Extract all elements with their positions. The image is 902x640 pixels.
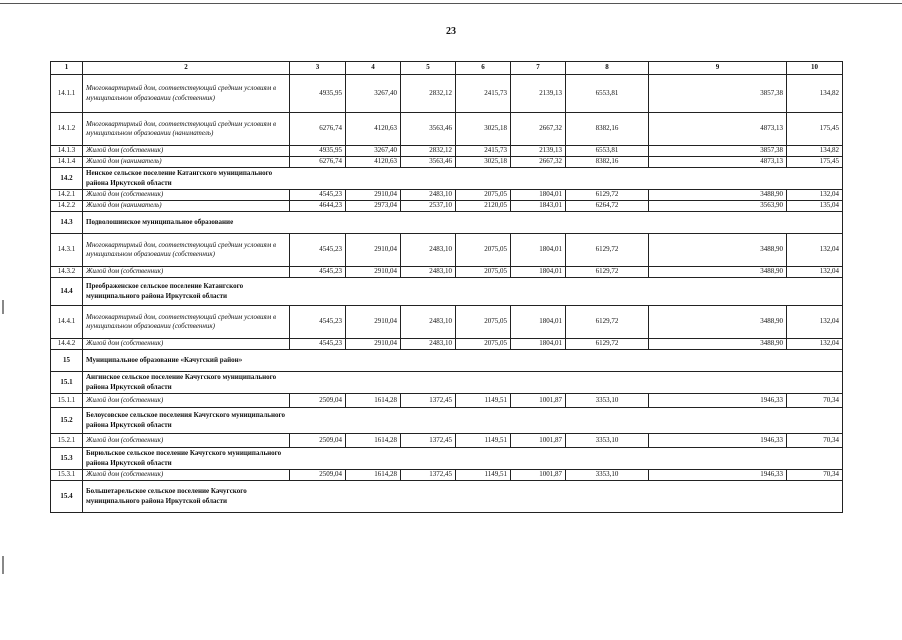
section-title: Белоусовское сельское поселения Качугского муниципального района Иркутской области <box>83 408 290 434</box>
section-title: Муниципальное образование «Качугский район» <box>83 350 290 372</box>
value-cell: 2075,05 <box>456 339 511 350</box>
value-cell: 2139,13 <box>511 146 566 157</box>
value-cell: 2139,13 <box>511 75 566 113</box>
value-cell: 135,04 <box>787 201 843 212</box>
section-title: Большетарельское сельское поселение Качугского муниципального района Иркутской области <box>83 481 290 513</box>
value-cell: 2509,04 <box>290 394 346 408</box>
value-cell: 1804,01 <box>511 339 566 350</box>
table-row <box>51 394 843 408</box>
value-cell: 1001,87 <box>511 470 566 481</box>
value-cell: 132,04 <box>787 306 843 339</box>
row-code: 14.1.1 <box>51 75 83 113</box>
row-code: 15.1.1 <box>51 394 83 408</box>
value-cell: 3563,90 <box>649 201 787 212</box>
value-cell: 4545,23 <box>290 267 346 278</box>
section-title: Бирюльское сельское поселение Качугского муниципального района Иркутской области <box>83 448 290 470</box>
section-empty-cell <box>290 212 843 234</box>
row-code: 14.4.2 <box>51 339 83 350</box>
table-row <box>51 190 843 201</box>
housing-type-cell: Жилой дом (собственник) <box>83 470 290 481</box>
value-cell: 4120,63 <box>346 113 401 146</box>
housing-type-cell: Многоквартирный дом, соответствующий средним условиям в муниципальном образовании (наниматель) <box>83 113 290 146</box>
section-row <box>51 408 843 434</box>
housing-type-cell: Жилой дом (собственник) <box>83 434 290 448</box>
table-row <box>51 470 843 481</box>
value-cell: 4644,23 <box>290 201 346 212</box>
value-cell: 1614,28 <box>346 470 401 481</box>
value-cell: 4545,23 <box>290 234 346 267</box>
section-row <box>51 278 843 306</box>
value-cell: 1372,45 <box>401 394 456 408</box>
value-cell: 1614,28 <box>346 394 401 408</box>
value-cell: 3267,40 <box>346 75 401 113</box>
housing-type-cell: Жилой дом (наниматель) <box>83 157 290 168</box>
column-header: 5 <box>401 62 456 75</box>
value-cell: 2075,05 <box>456 234 511 267</box>
value-cell: 134,82 <box>787 146 843 157</box>
housing-type-cell: Жилой дом (наниматель) <box>83 201 290 212</box>
section-row <box>51 212 843 234</box>
row-code: 14.3 <box>51 212 83 234</box>
value-cell: 3353,10 <box>566 394 649 408</box>
value-cell: 1372,45 <box>401 470 456 481</box>
value-cell: 175,45 <box>787 113 843 146</box>
value-cell: 132,04 <box>787 267 843 278</box>
value-cell: 2483,10 <box>401 190 456 201</box>
table-row <box>51 75 843 113</box>
value-cell: 6129,72 <box>566 306 649 339</box>
value-cell: 70,34 <box>787 394 843 408</box>
value-cell: 8382,16 <box>566 157 649 168</box>
table-body <box>51 62 843 513</box>
value-cell: 6276,74 <box>290 157 346 168</box>
value-cell: 3857,38 <box>649 146 787 157</box>
column-header: 2 <box>83 62 290 75</box>
table-row <box>51 306 843 339</box>
section-title: Ненское сельское поселение Катангского муниципального района Иркутской области <box>83 168 290 190</box>
column-header: 7 <box>511 62 566 75</box>
value-cell: 1372,45 <box>401 434 456 448</box>
row-code: 14.1.4 <box>51 157 83 168</box>
table-row <box>51 339 843 350</box>
value-cell: 6129,72 <box>566 234 649 267</box>
value-cell: 1946,33 <box>649 394 787 408</box>
value-cell: 3488,90 <box>649 267 787 278</box>
value-cell: 4545,23 <box>290 190 346 201</box>
housing-type-cell: Многоквартирный дом, соответствующий средним условиям в муниципальном образовании (собственник) <box>83 75 290 113</box>
value-cell: 1804,01 <box>511 267 566 278</box>
row-code: 14.1.3 <box>51 146 83 157</box>
value-cell: 3857,38 <box>649 75 787 113</box>
housing-type-cell: Жилой дом (собственник) <box>83 394 290 408</box>
table-row <box>51 146 843 157</box>
section-empty-cell <box>290 372 843 394</box>
housing-type-cell: Многоквартирный дом, соответствующий средним условиям в муниципальном образовании (собственник) <box>83 306 290 339</box>
table-row <box>51 234 843 267</box>
column-header: 4 <box>346 62 401 75</box>
value-cell: 2910,04 <box>346 234 401 267</box>
value-cell: 132,04 <box>787 339 843 350</box>
section-empty-cell <box>290 481 843 513</box>
section-empty-cell <box>290 408 843 434</box>
table-row <box>51 113 843 146</box>
row-code: 14.3.1 <box>51 234 83 267</box>
value-cell: 3267,40 <box>346 146 401 157</box>
value-cell: 4545,23 <box>290 306 346 339</box>
column-header: 10 <box>787 62 843 75</box>
value-cell: 4935,95 <box>290 75 346 113</box>
value-cell: 3563,46 <box>401 113 456 146</box>
housing-type-cell: Многоквартирный дом, соответствующий средним условиям в муниципальном образовании (собственник) <box>83 234 290 267</box>
value-cell: 6129,72 <box>566 267 649 278</box>
value-cell: 2483,10 <box>401 339 456 350</box>
value-cell: 70,34 <box>787 470 843 481</box>
row-code: 15.4 <box>51 481 83 513</box>
value-cell: 8382,16 <box>566 113 649 146</box>
scan-edge-mark <box>2 300 4 314</box>
row-code: 15.3.1 <box>51 470 83 481</box>
value-cell: 175,45 <box>787 157 843 168</box>
value-cell: 2483,10 <box>401 267 456 278</box>
value-cell: 1149,51 <box>456 470 511 481</box>
table-header-row <box>51 62 843 75</box>
value-cell: 1149,51 <box>456 394 511 408</box>
section-row <box>51 372 843 394</box>
value-cell: 2832,12 <box>401 146 456 157</box>
value-cell: 134,82 <box>787 75 843 113</box>
value-cell: 4935,95 <box>290 146 346 157</box>
value-cell: 2910,04 <box>346 339 401 350</box>
value-cell: 3353,10 <box>566 434 649 448</box>
value-cell: 3488,90 <box>649 339 787 350</box>
value-cell: 2075,05 <box>456 306 511 339</box>
value-cell: 6276,74 <box>290 113 346 146</box>
row-code: 14.1.2 <box>51 113 83 146</box>
section-title: Подволошинское муниципальное образование <box>83 212 290 234</box>
value-cell: 2483,10 <box>401 306 456 339</box>
value-cell: 2120,05 <box>456 201 511 212</box>
section-row <box>51 448 843 470</box>
value-cell: 2973,04 <box>346 201 401 212</box>
value-cell: 1946,33 <box>649 434 787 448</box>
value-cell: 2832,12 <box>401 75 456 113</box>
value-cell: 4873,13 <box>649 157 787 168</box>
value-cell: 4873,13 <box>649 113 787 146</box>
value-cell: 2075,05 <box>456 267 511 278</box>
top-border-line <box>0 3 902 4</box>
value-cell: 2075,05 <box>456 190 511 201</box>
column-header: 6 <box>456 62 511 75</box>
table-row <box>51 201 843 212</box>
value-cell: 3488,90 <box>649 306 787 339</box>
housing-type-cell: Жилой дом (собственник) <box>83 146 290 157</box>
value-cell: 3025,18 <box>456 113 511 146</box>
scan-edge-mark <box>2 556 4 574</box>
row-code: 15.2.1 <box>51 434 83 448</box>
value-cell: 2910,04 <box>346 190 401 201</box>
value-cell: 1001,87 <box>511 394 566 408</box>
value-cell: 1149,51 <box>456 434 511 448</box>
row-code: 14.4 <box>51 278 83 306</box>
row-code: 14.2.2 <box>51 201 83 212</box>
value-cell: 1804,01 <box>511 234 566 267</box>
section-empty-cell <box>290 448 843 470</box>
row-code: 14.2 <box>51 168 83 190</box>
value-cell: 4120,63 <box>346 157 401 168</box>
page-number: 23 <box>446 26 456 37</box>
value-cell: 6129,72 <box>566 339 649 350</box>
value-cell: 2509,04 <box>290 470 346 481</box>
value-cell: 3353,10 <box>566 470 649 481</box>
column-header: 1 <box>51 62 83 75</box>
value-cell: 2910,04 <box>346 267 401 278</box>
value-cell: 6264,72 <box>566 201 649 212</box>
value-cell: 6553,81 <box>566 75 649 113</box>
row-code: 15 <box>51 350 83 372</box>
value-cell: 1804,01 <box>511 306 566 339</box>
value-cell: 2537,10 <box>401 201 456 212</box>
value-cell: 3488,90 <box>649 190 787 201</box>
value-cell: 2415,73 <box>456 146 511 157</box>
value-cell: 70,34 <box>787 434 843 448</box>
value-cell: 2910,04 <box>346 306 401 339</box>
table-row <box>51 157 843 168</box>
value-cell: 6129,72 <box>566 190 649 201</box>
row-code: 14.4.1 <box>51 306 83 339</box>
value-cell: 3563,46 <box>401 157 456 168</box>
value-cell: 132,04 <box>787 190 843 201</box>
value-cell: 2415,73 <box>456 75 511 113</box>
value-cell: 1804,01 <box>511 190 566 201</box>
housing-type-cell: Жилой дом (собственник) <box>83 190 290 201</box>
section-row <box>51 168 843 190</box>
section-row <box>51 350 843 372</box>
value-cell: 4545,23 <box>290 339 346 350</box>
section-empty-cell <box>290 350 843 372</box>
column-header: 9 <box>649 62 787 75</box>
housing-type-cell: Жилой дом (собственник) <box>83 339 290 350</box>
value-cell: 2667,32 <box>511 113 566 146</box>
section-empty-cell <box>290 168 843 190</box>
value-cell: 2483,10 <box>401 234 456 267</box>
value-cell: 2509,04 <box>290 434 346 448</box>
value-cell: 1946,33 <box>649 470 787 481</box>
value-cell: 1001,87 <box>511 434 566 448</box>
section-empty-cell <box>290 278 843 306</box>
row-code: 15.2 <box>51 408 83 434</box>
row-code: 14.3.2 <box>51 267 83 278</box>
column-header: 8 <box>566 62 649 75</box>
section-title: Преображенское сельское поселение Катангского муниципального района Иркутской области <box>83 278 290 306</box>
row-code: 15.1 <box>51 372 83 394</box>
housing-type-cell: Жилой дом (собственник) <box>83 267 290 278</box>
tariff-table <box>50 61 843 513</box>
value-cell: 2667,32 <box>511 157 566 168</box>
section-title: Ангинское сельское поселение Качугского муниципального района Иркутской области <box>83 372 290 394</box>
column-header: 3 <box>290 62 346 75</box>
table-row <box>51 267 843 278</box>
section-row <box>51 481 843 513</box>
table-row <box>51 434 843 448</box>
value-cell: 1843,01 <box>511 201 566 212</box>
row-code: 14.2.1 <box>51 190 83 201</box>
row-code: 15.3 <box>51 448 83 470</box>
value-cell: 3025,18 <box>456 157 511 168</box>
value-cell: 132,04 <box>787 234 843 267</box>
value-cell: 3488,90 <box>649 234 787 267</box>
value-cell: 1614,28 <box>346 434 401 448</box>
value-cell: 6553,81 <box>566 146 649 157</box>
